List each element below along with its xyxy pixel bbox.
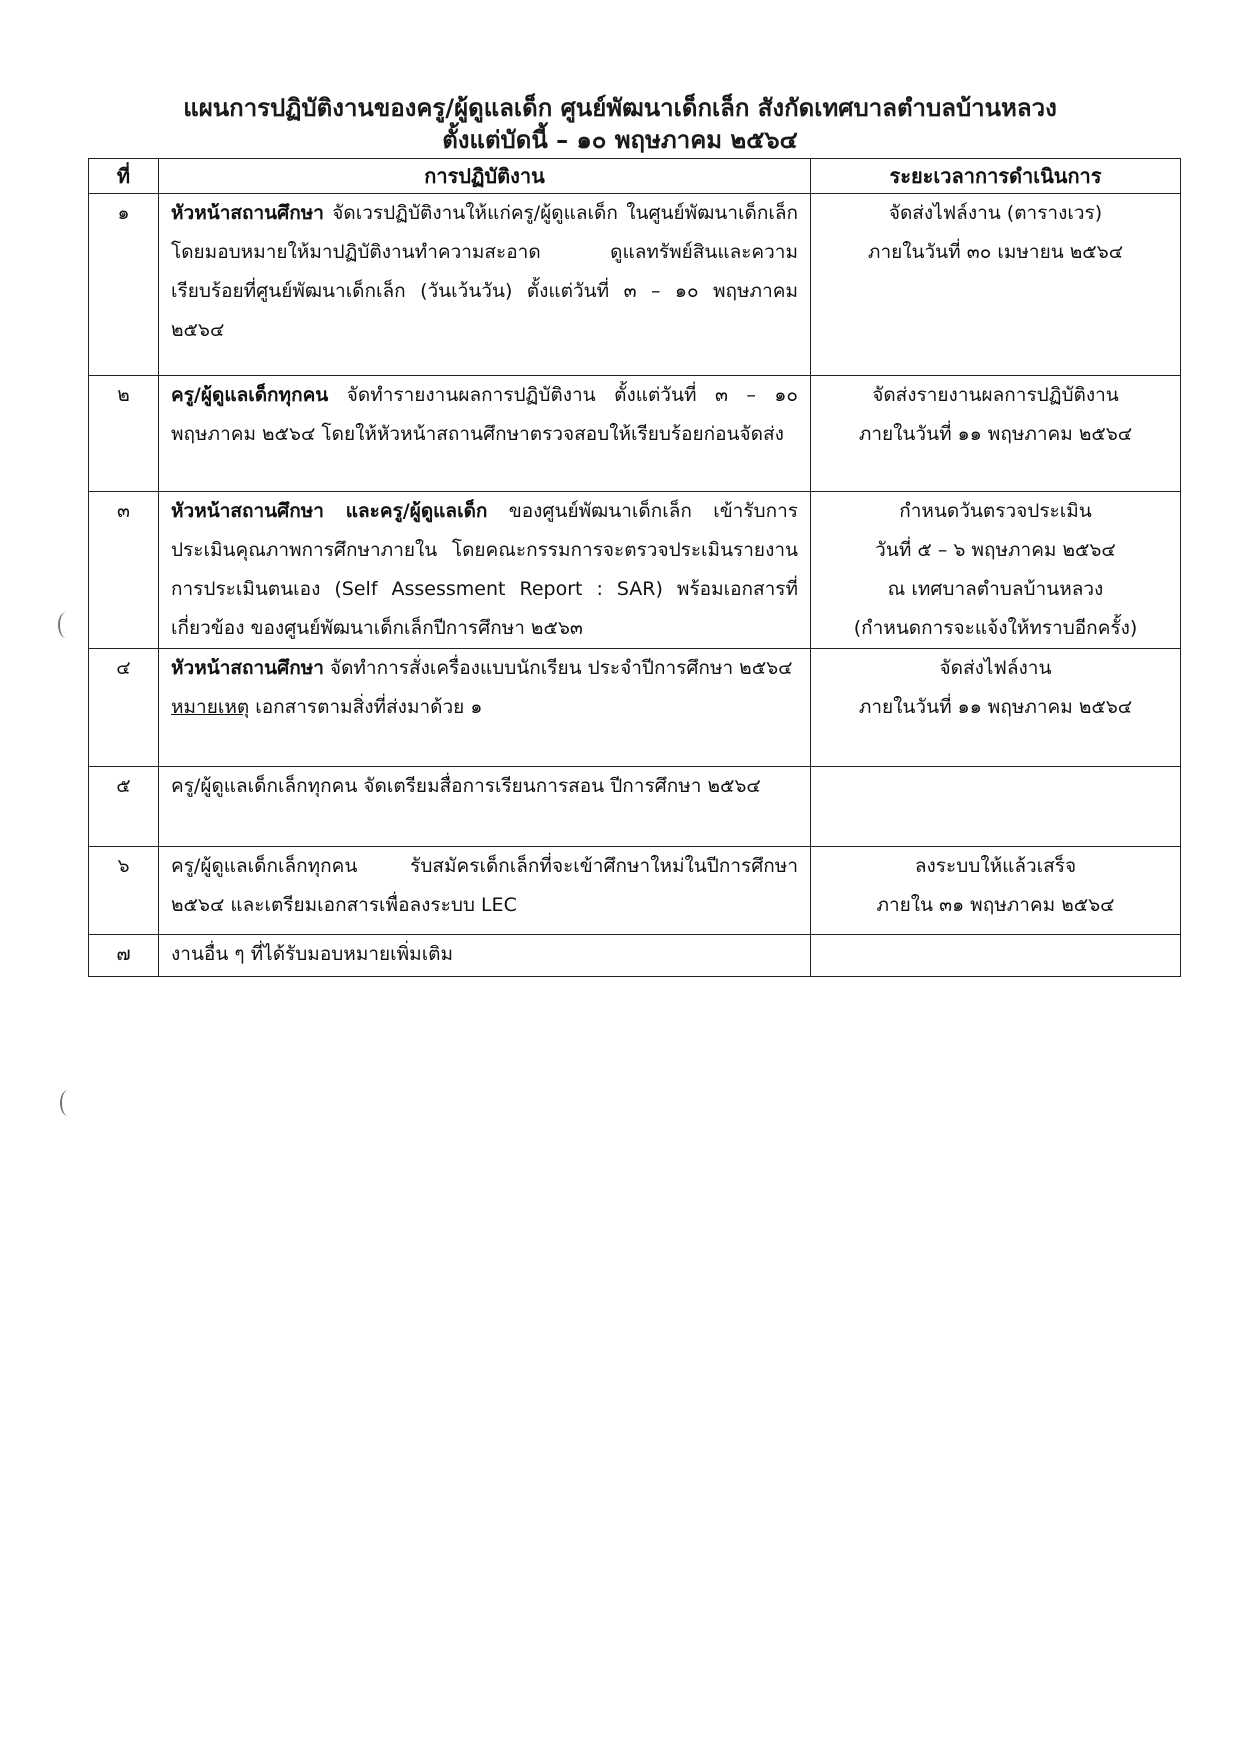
- time-line: ภายในวันที่ ๑๑ พฤษภาคม ๒๕๖๔: [858, 423, 1133, 445]
- header-num: ที่: [89, 159, 159, 194]
- row-number: ๖: [89, 847, 159, 935]
- task-text: จัดทำรายงานผลการปฏิบัติงาน ตั้งแต่วันที่ ๓ – ๑๐ พฤษภาคม ๒๕๖๔ โดยให้หัวหน้าสถานศึกษาตรวจสอบให้เรียบร้อยก่อนจัดส่ง: [171, 384, 798, 445]
- row-time: [811, 376, 1181, 492]
- row-number: ๔: [89, 649, 159, 767]
- table-row: [89, 847, 1181, 935]
- task-text: จัดเวรปฏิบัติงานให้แก่ครู/ผู้ดูแลเด็ก ในศูนย์พัฒนาเด็กเล็ก โดยมอบหมายให้มาปฏิบัติงานทำความสะอาด ดูแลทรัพย์สินและความเรียบร้อยที่ศูนย์พัฒนาเด็กเล็ก (วันเว้นวัน) ตั้งแต่วันที่ ๓ – ๑๐ พฤษภาคม ๒๕๖๔: [171, 202, 798, 341]
- time-line: จัดส่งรายงานผลการปฏิบัติงาน: [872, 384, 1119, 406]
- row-task: [159, 767, 811, 847]
- task-text: งานอื่น ๆ ที่ได้รับมอบหมายเพิ่มเติม: [171, 943, 454, 965]
- time-line: ภายใน ๓๑ พฤษภาคม ๒๕๖๔: [876, 894, 1115, 916]
- task-text: ครู/ผู้ดูแลเด็กเล็กทุกคน จัดเตรียมสื่อการเรียนการสอน ปีการศึกษา ๒๕๖๔: [171, 775, 761, 797]
- header-time: ระยะเวลาการดำเนินการ: [811, 159, 1181, 194]
- time-line: ลงระบบให้แล้วเสร็จ: [914, 855, 1077, 877]
- row-time: [811, 492, 1181, 649]
- document-subtitle: ตั้งแต่บัดนี้ – ๑๐ พฤษภาคม ๒๕๖๔: [442, 126, 798, 154]
- row-task: [159, 649, 811, 767]
- header-task: การปฏิบัติงาน: [159, 159, 811, 194]
- table-header-row: [89, 159, 1181, 194]
- note-text: เอกสารตามสิ่งที่ส่งมาด้วย ๑: [249, 696, 483, 718]
- time-line: (กำหนดการจะแจ้งให้ทราบอีกครั้ง): [853, 617, 1138, 639]
- time-line: จัดส่งไฟล์งาน: [939, 657, 1052, 679]
- row-task: [159, 492, 811, 649]
- task-lead: หัวหน้าสถานศึกษา: [171, 657, 324, 679]
- time-line: ณ เทศบาลตำบลบ้านหลวง: [887, 578, 1104, 600]
- row-task: [159, 935, 811, 977]
- row-time: [811, 194, 1181, 376]
- row-time: [811, 847, 1181, 935]
- time-line: กำหนดวันตรวจประเมิน: [899, 500, 1092, 522]
- work-plan-table: [88, 158, 1181, 977]
- task-lead: หัวหน้าสถานศึกษา: [171, 202, 324, 224]
- table-row: [89, 935, 1181, 977]
- row-time: [811, 935, 1181, 977]
- row-task: [159, 376, 811, 492]
- document-title: แผนการปฏิบัติงานของครู/ผู้ดูแลเด็ก ศูนย์พัฒนาเด็กเล็ก สังกัดเทศบาลตำบลบ้านหลวง: [183, 94, 1057, 122]
- time-line: จัดส่งไฟล์งาน (ตารางเวร): [888, 202, 1103, 224]
- table-row: [89, 492, 1181, 649]
- task-text: ของศูนย์พัฒนาเด็กเล็ก เข้ารับการประเมินคุณภาพการศึกษาภายใน โดยคณะกรรมการจะตรวจประเมินรายงานการประเมินตนเอง (Self Assessment Report : SAR) พร้อมเอกสารที่เกี่ยวข้อง ของศูนย์พัฒนาเด็กเล็กปีการศึกษา ๒๕๖๓: [171, 500, 798, 639]
- row-number: ๗: [89, 935, 159, 977]
- table-row: [89, 767, 1181, 847]
- time-line: วันที่ ๕ – ๖ พฤษภาคม ๒๕๖๔: [875, 539, 1116, 561]
- row-number: ๕: [89, 767, 159, 847]
- table-row: [89, 194, 1181, 376]
- task-text: ครู/ผู้ดูแลเด็กเล็กทุกคน รับสมัครเด็กเล็กที่จะเข้าศึกษาใหม่ในปีการศึกษา ๒๕๖๔ และเตรียมเอกสารเพื่อลงระบบ LEC: [171, 855, 798, 916]
- punch-hole-mark: [58, 612, 74, 638]
- row-task: [159, 847, 811, 935]
- row-task: [159, 194, 811, 376]
- row-time: [811, 649, 1181, 767]
- table-row: [89, 649, 1181, 767]
- row-time: [811, 767, 1181, 847]
- task-text: จัดทำการสั่งเครื่องแบบนักเรียน ประจำปีการศึกษา ๒๕๖๔: [323, 657, 793, 679]
- task-lead: หัวหน้าสถานศึกษา และครู/ผู้ดูแลเด็ก: [171, 500, 488, 522]
- punch-hole-mark: [60, 1090, 76, 1116]
- row-number: ๓: [89, 492, 159, 649]
- row-number: ๒: [89, 376, 159, 492]
- row-number: ๑: [89, 194, 159, 376]
- task-lead: ครู/ผู้ดูแลเด็กทุกคน: [171, 384, 329, 406]
- time-line: ภายในวันที่ ๑๑ พฤษภาคม ๒๕๖๔: [858, 696, 1133, 718]
- note-label: หมายเหตุ: [171, 696, 250, 718]
- table-row: [89, 376, 1181, 492]
- time-line: ภายในวันที่ ๓๐ เมษายน ๒๕๖๔: [867, 241, 1124, 263]
